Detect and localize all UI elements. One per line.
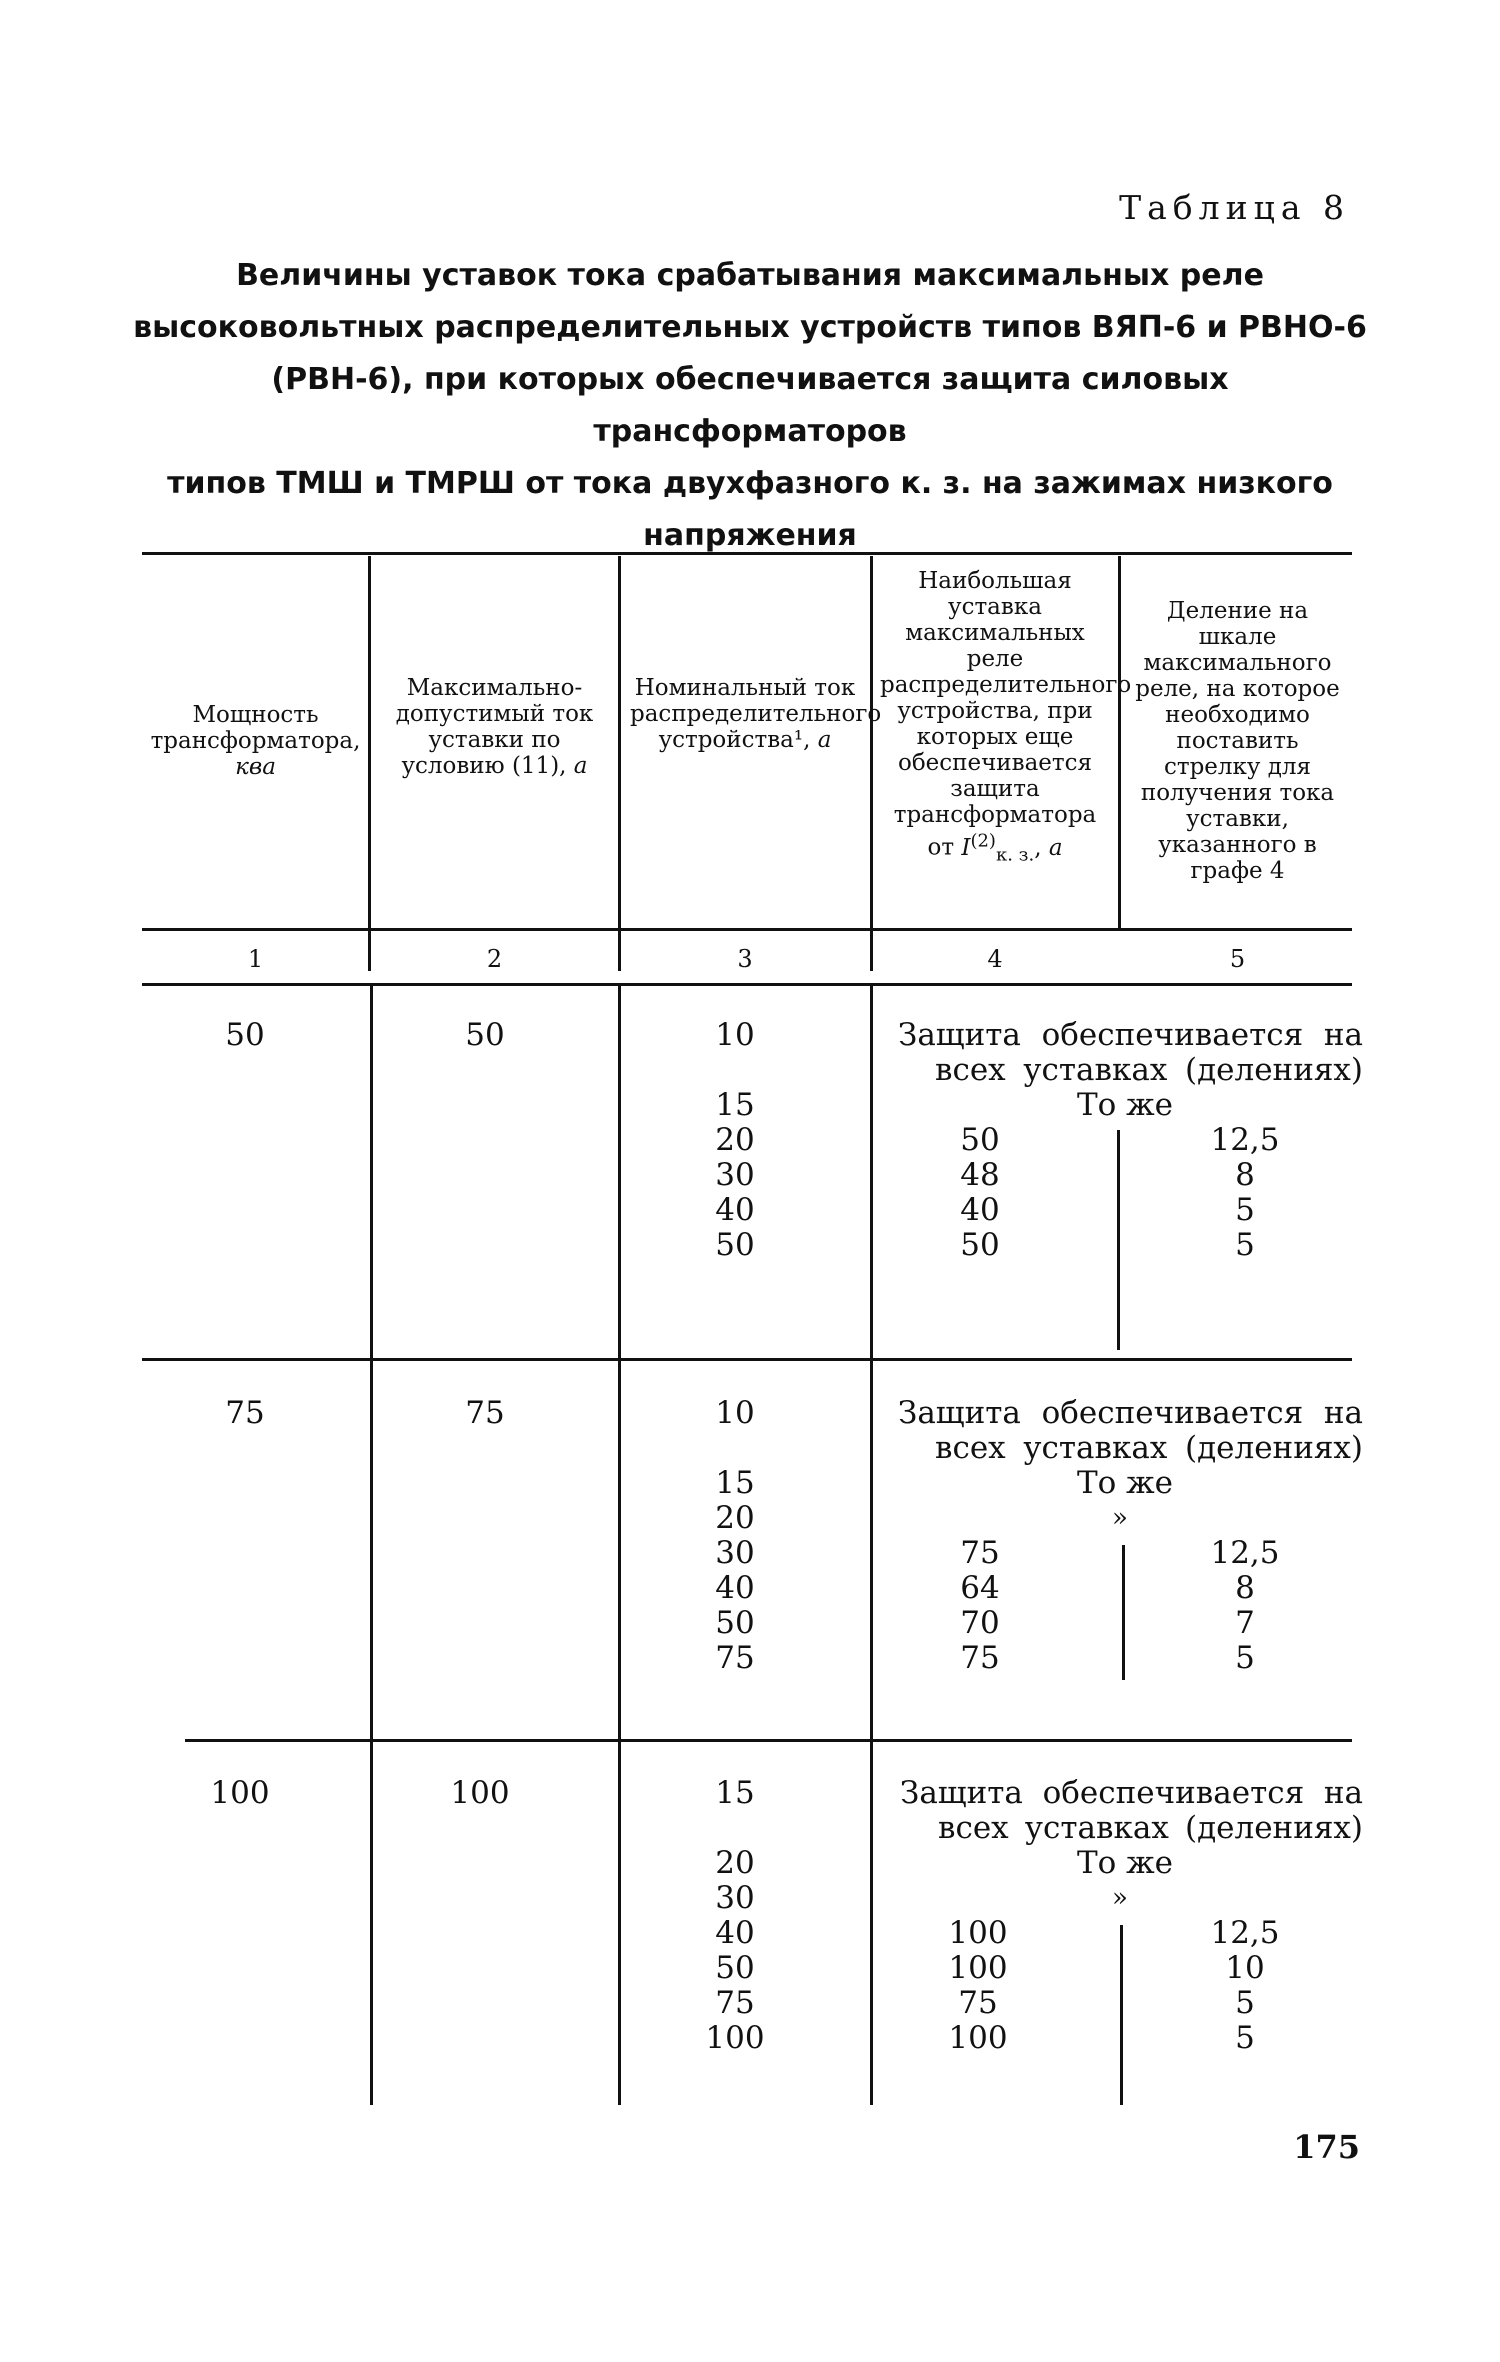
header-division-text: Деление на шкале максимального реле, на которое необходимо поставить стрелку для получения тока уставки, указанного в графе 4 <box>1135 598 1340 884</box>
division-cell: 5 <box>1235 1227 1255 1263</box>
division-cell: 8 <box>1235 1570 1255 1606</box>
division-cell: 12,5 <box>1210 1535 1280 1571</box>
header-column-divider <box>368 556 371 971</box>
title-line: напряжения <box>643 518 857 553</box>
nominal-cell: 20 <box>715 1122 755 1158</box>
nominal-cell: 40 <box>715 1192 755 1228</box>
division-cell: 8 <box>1235 1157 1255 1193</box>
division-cell: 5 <box>1235 1640 1255 1676</box>
column-divider <box>870 985 873 2105</box>
table-label: Таблица 8 <box>1119 188 1350 227</box>
division-cell: 12,5 <box>1210 1915 1280 1951</box>
header-power-unit: ква <box>235 754 276 780</box>
protection-note: всех уставках (делениях) <box>935 1052 1363 1088</box>
nominal-cell: 100 <box>705 2020 765 2056</box>
protection-note: Защита обеспечивается на <box>898 1017 1363 1053</box>
setting-cell: 100 <box>948 1915 1008 1951</box>
ditto-mark: » <box>1112 1503 1128 1533</box>
setting-cell: 48 <box>960 1157 1000 1193</box>
column-divider <box>618 985 621 2105</box>
setting-cell: 40 <box>960 1192 1000 1228</box>
header-max-current-unit: а <box>573 753 588 779</box>
max-current-cell: 100 <box>450 1775 510 1811</box>
header-max-current-text: Максимально-допустимый ток уставки по условию (11), <box>395 675 594 779</box>
setting-cell: 70 <box>960 1605 1000 1641</box>
subcolumn-divider <box>1122 1545 1125 1680</box>
title-line: типов ТМШ и ТМРШ от тока двухфазного к. з. на зажимах низкого <box>167 466 1333 501</box>
header-max-setting: Наибольшая уставка максимальных реле распределительного устройства, при которых еще обеспечивается защита трансформатора от $I^{(2)}_{к. з.}$, а <box>880 568 1132 866</box>
setting-cell: 64 <box>960 1570 1000 1606</box>
power-cell: 75 <box>225 1395 265 1431</box>
power-cell: 50 <box>225 1017 265 1053</box>
header-max-current <box>392 675 597 779</box>
header-column-divider <box>618 556 621 971</box>
setting-cell: 75 <box>960 1535 1000 1571</box>
setting-cell: 75 <box>960 1640 1000 1676</box>
nominal-cell: 15 <box>715 1087 755 1123</box>
nominal-cell: 50 <box>715 1227 755 1263</box>
nominal-cell: 50 <box>715 1950 755 1986</box>
header-nominal-current <box>630 675 882 753</box>
division-cell: 5 <box>1235 1192 1255 1228</box>
division-cell: 5 <box>1235 1985 1255 2021</box>
power-cell: 100 <box>210 1775 270 1811</box>
column-number: 1 <box>247 945 264 973</box>
same-note: То же <box>1076 1465 1174 1501</box>
setting-cell: 50 <box>960 1122 1000 1158</box>
table-top-rule <box>142 552 1352 555</box>
header-current-symbol: I <box>961 834 971 861</box>
header-power-text: Мощность трансформатора, <box>150 702 361 754</box>
group-separator-rule <box>142 1358 1352 1361</box>
nominal-cell: 40 <box>715 1570 755 1606</box>
header-max-setting-text: Наибольшая уставка максимальных реле распределительного устройства, при которых еще обеспечивается защита трансформатора от <box>880 568 1132 861</box>
header-max-setting-unit: а <box>1048 834 1063 861</box>
nominal-cell: 75 <box>715 1985 755 2021</box>
protection-note: Защита обеспечивается на <box>898 1395 1363 1431</box>
division-cell: 7 <box>1235 1605 1255 1641</box>
subcolumn-divider <box>1120 1925 1123 2105</box>
table-title <box>130 250 1370 562</box>
same-note: То же <box>1076 1845 1174 1881</box>
header-nominal-current-unit: а <box>817 727 832 753</box>
nominal-cell: 40 <box>715 1915 755 1951</box>
setting-cell: 50 <box>960 1227 1000 1263</box>
title-line: Величины уставок тока срабатывания максимальных реле <box>236 258 1264 293</box>
column-number: 4 <box>987 945 1003 973</box>
nominal-cell: 75 <box>715 1640 755 1676</box>
group-separator-rule <box>185 1739 1352 1742</box>
header-current-subscript: к. з. <box>995 844 1035 866</box>
header-division <box>1130 598 1345 884</box>
header-bottom-rule <box>142 928 1352 931</box>
division-cell: 5 <box>1235 2020 1255 2056</box>
subcolumn-divider <box>1117 1130 1120 1350</box>
nominal-cell: 30 <box>715 1157 755 1193</box>
ditto-mark: » <box>1112 1883 1128 1913</box>
protection-note: всех уставках (делениях) <box>935 1430 1363 1466</box>
nominal-cell: 10 <box>715 1017 755 1053</box>
header-power <box>148 702 363 780</box>
page-number: 175 <box>1293 2128 1360 2166</box>
header-nominal-current-text: Номинальный ток распределительного устройства¹, <box>630 675 882 753</box>
numbers-bottom-rule <box>142 983 1352 986</box>
header-column-divider <box>1118 556 1121 928</box>
max-current-cell: 50 <box>465 1017 505 1053</box>
column-number: 2 <box>486 945 503 973</box>
division-cell: 10 <box>1225 1950 1265 1986</box>
protection-note: всех уставках (делениях) <box>938 1810 1363 1846</box>
header-column-divider <box>870 556 873 971</box>
division-cell: 12,5 <box>1210 1122 1280 1158</box>
same-note: То же <box>1076 1087 1174 1123</box>
header-current-superscript: (2) <box>970 830 996 851</box>
setting-cell: 75 <box>958 1985 998 2021</box>
nominal-cell: 15 <box>715 1465 755 1501</box>
column-divider <box>370 985 373 2105</box>
nominal-cell: 30 <box>715 1880 755 1916</box>
title-line: (РВН-6), при которых обеспечивается защита силовых трансформаторов <box>271 362 1229 449</box>
column-number: 3 <box>737 945 753 973</box>
setting-cell: 100 <box>948 1950 1008 1986</box>
nominal-cell: 10 <box>715 1395 755 1431</box>
protection-note: Защита обеспечивается на <box>900 1775 1363 1811</box>
column-number: 5 <box>1229 945 1246 973</box>
nominal-cell: 20 <box>715 1845 755 1881</box>
max-current-cell: 75 <box>465 1395 505 1431</box>
nominal-cell: 30 <box>715 1535 755 1571</box>
nominal-cell: 50 <box>715 1605 755 1641</box>
setting-cell: 100 <box>948 2020 1008 2056</box>
title-line: высоковольтных распределительных устройств типов ВЯП-6 и РВНО-6 <box>133 310 1367 345</box>
nominal-cell: 15 <box>715 1775 755 1811</box>
nominal-cell: 20 <box>715 1500 755 1536</box>
